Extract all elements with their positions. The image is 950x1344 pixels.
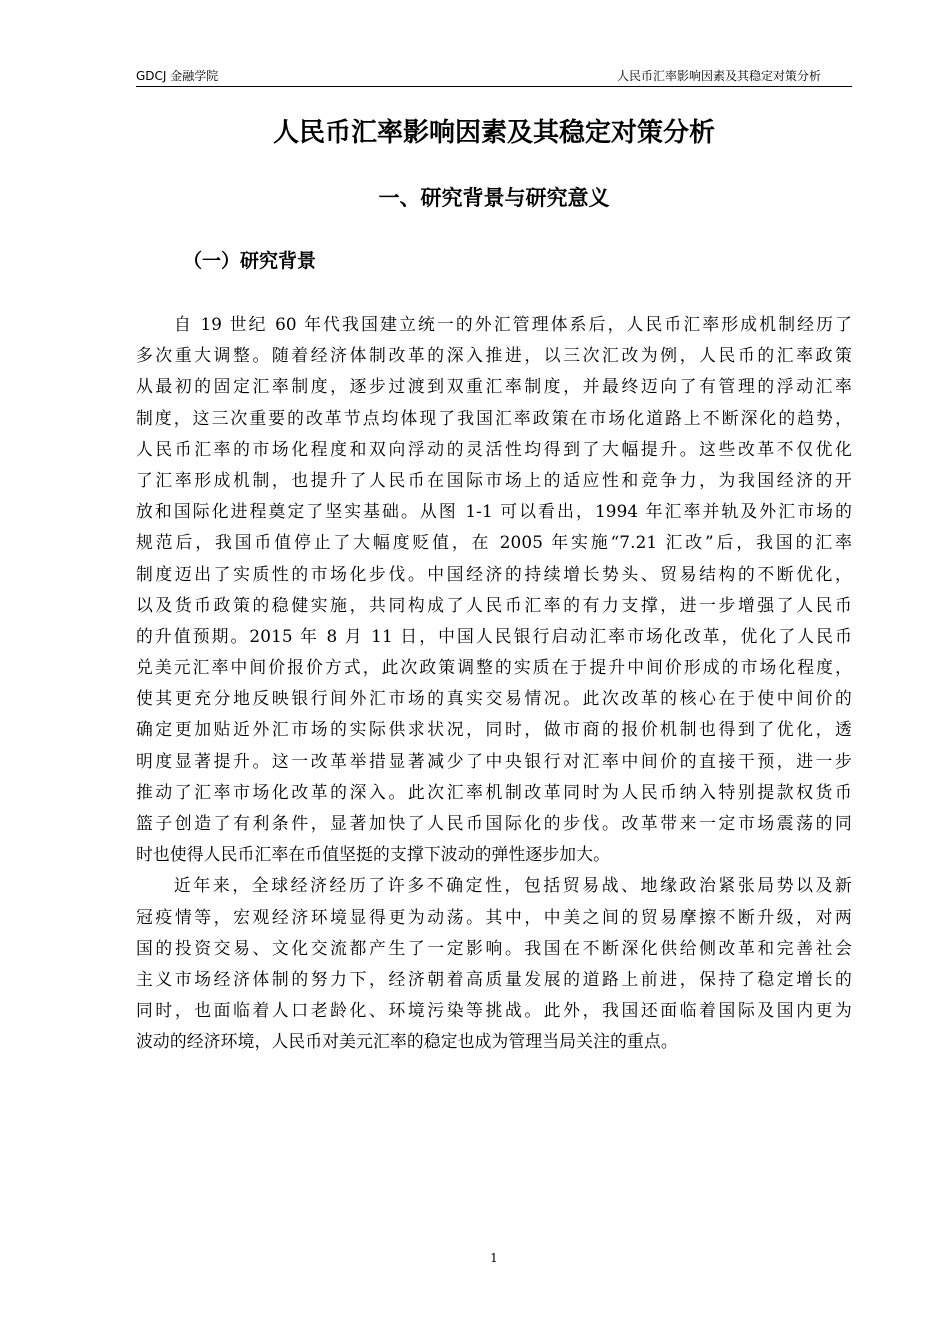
section-heading: 一、研究背景与研究意义	[378, 186, 610, 210]
paragraph-line: 近年来，全球经济经历了许多不确定性，包括贸易战、地缘政治紧张局势以及新	[174, 875, 852, 896]
paragraph-line: 了汇率形成机制，也提升了人民币在国际市场上的适应性和竞争力，为我国经济的开	[136, 469, 852, 490]
paragraph-line: 制度，这三次重要的改革节点均体现了我国汇率政策在市场化道路上不断深化的趋势，	[136, 407, 852, 428]
page-number: 1	[490, 1251, 498, 1265]
paragraph-line: 兑美元汇率中间价报价方式，此次政策调整的实质在于提升中间价形成的市场化程度，	[136, 657, 852, 678]
paragraph-line: 多次重大调整。随着经济体制改革的深入推进，以三次汇改为例，人民币的汇率政策	[136, 345, 852, 366]
paragraph-line: 以及货币政策的稳健实施，共同构成了人民币汇率的有力支撑，进一步增强了人民币	[136, 594, 852, 615]
page-header	[136, 68, 852, 87]
paragraph-line: 放和国际化进程奠定了坚实基础。从图 1-1 可以看出，1994 年汇率并轨及外汇市场的	[136, 501, 852, 522]
subsection-heading: （一）研究背景	[183, 250, 317, 272]
paragraph-line: 使其更充分地反映银行间外汇市场的真实交易情况。此次改革的核心在于使中间价的	[136, 688, 852, 709]
paragraph-line: 推动了汇率市场化改革的深入。此次汇率机制改革同时为人民币纳入特别提款权货币	[136, 781, 852, 802]
paragraph-line: 同时，也面临着人口老龄化、环境污染等挑战。此外，我国还面临着国际及国内更为	[136, 1000, 852, 1021]
paragraph-line: 时也使得人民币汇率在币值坚挺的支撑下波动的弹性逐步加大。	[136, 844, 611, 865]
paragraph-line: 确定更加贴近外汇市场的实际供求状况，同时，做市商的报价机制也得到了优化，透	[136, 719, 852, 740]
paragraph-line: 的升值预期。2015 年 8 月 11 日，中国人民银行启动汇率市场化改革，优化了人民币	[136, 625, 852, 646]
paragraph-line: 冠疫情等，宏观经济环境显得更为动荡。其中，中美之间的贸易摩擦不断升级，对两	[136, 906, 852, 927]
header-left-text: GDCJ 金融学院	[136, 69, 219, 83]
paragraph	[136, 309, 852, 870]
paragraph-line: 明度显著提升。这一改革举措显著减少了中央银行对汇率中间价的直接干预，进一步	[136, 750, 852, 771]
body-text	[136, 309, 852, 1058]
paragraph-line: 制度迈出了实质性的市场化步伐。中国经济的持续增长势头、贸易结构的不断优化，	[136, 563, 852, 584]
paragraph-line: 从最初的固定汇率制度，逐步过渡到双重汇率制度，并最终迈向了有管理的浮动汇率	[136, 376, 852, 397]
paragraph-line: 主义市场经济体制的努力下，经济朝着高质量发展的道路上前进，保持了稳定增长的	[136, 968, 852, 989]
paragraph	[136, 870, 852, 1057]
paragraph-line: 波动的经济环境，人民币对美元汇率的稳定也成为管理当局关注的重点。	[136, 1031, 678, 1052]
document-title: 人民币汇率影响因素及其稳定对策分析	[272, 118, 715, 148]
header-right-text: 人民币汇率影响因素及其稳定对策分析	[617, 69, 822, 83]
paragraph-line: 自 19 世纪 60 年代我国建立统一的外汇管理体系后，人民币汇率形成机制经历了	[174, 314, 852, 334]
paragraph-line: 人民币汇率的市场化程度和双向浮动的灵活性均得到了大幅提升。这些改革不仅优化	[136, 438, 852, 459]
paragraph-line: 规范后，我国币值停止了大幅度贬值，在 2005 年实施“7.21 汇改”后，我国的汇率	[136, 532, 852, 553]
paragraph-line: 篮子创造了有利条件，显著加快了人民币国际化的步伐。改革带来一定市场震荡的同	[136, 813, 852, 833]
paragraph-line: 国的投资交易、文化交流都产生了一定影响。我国在不断深化供给侧改革和完善社会	[136, 937, 852, 958]
